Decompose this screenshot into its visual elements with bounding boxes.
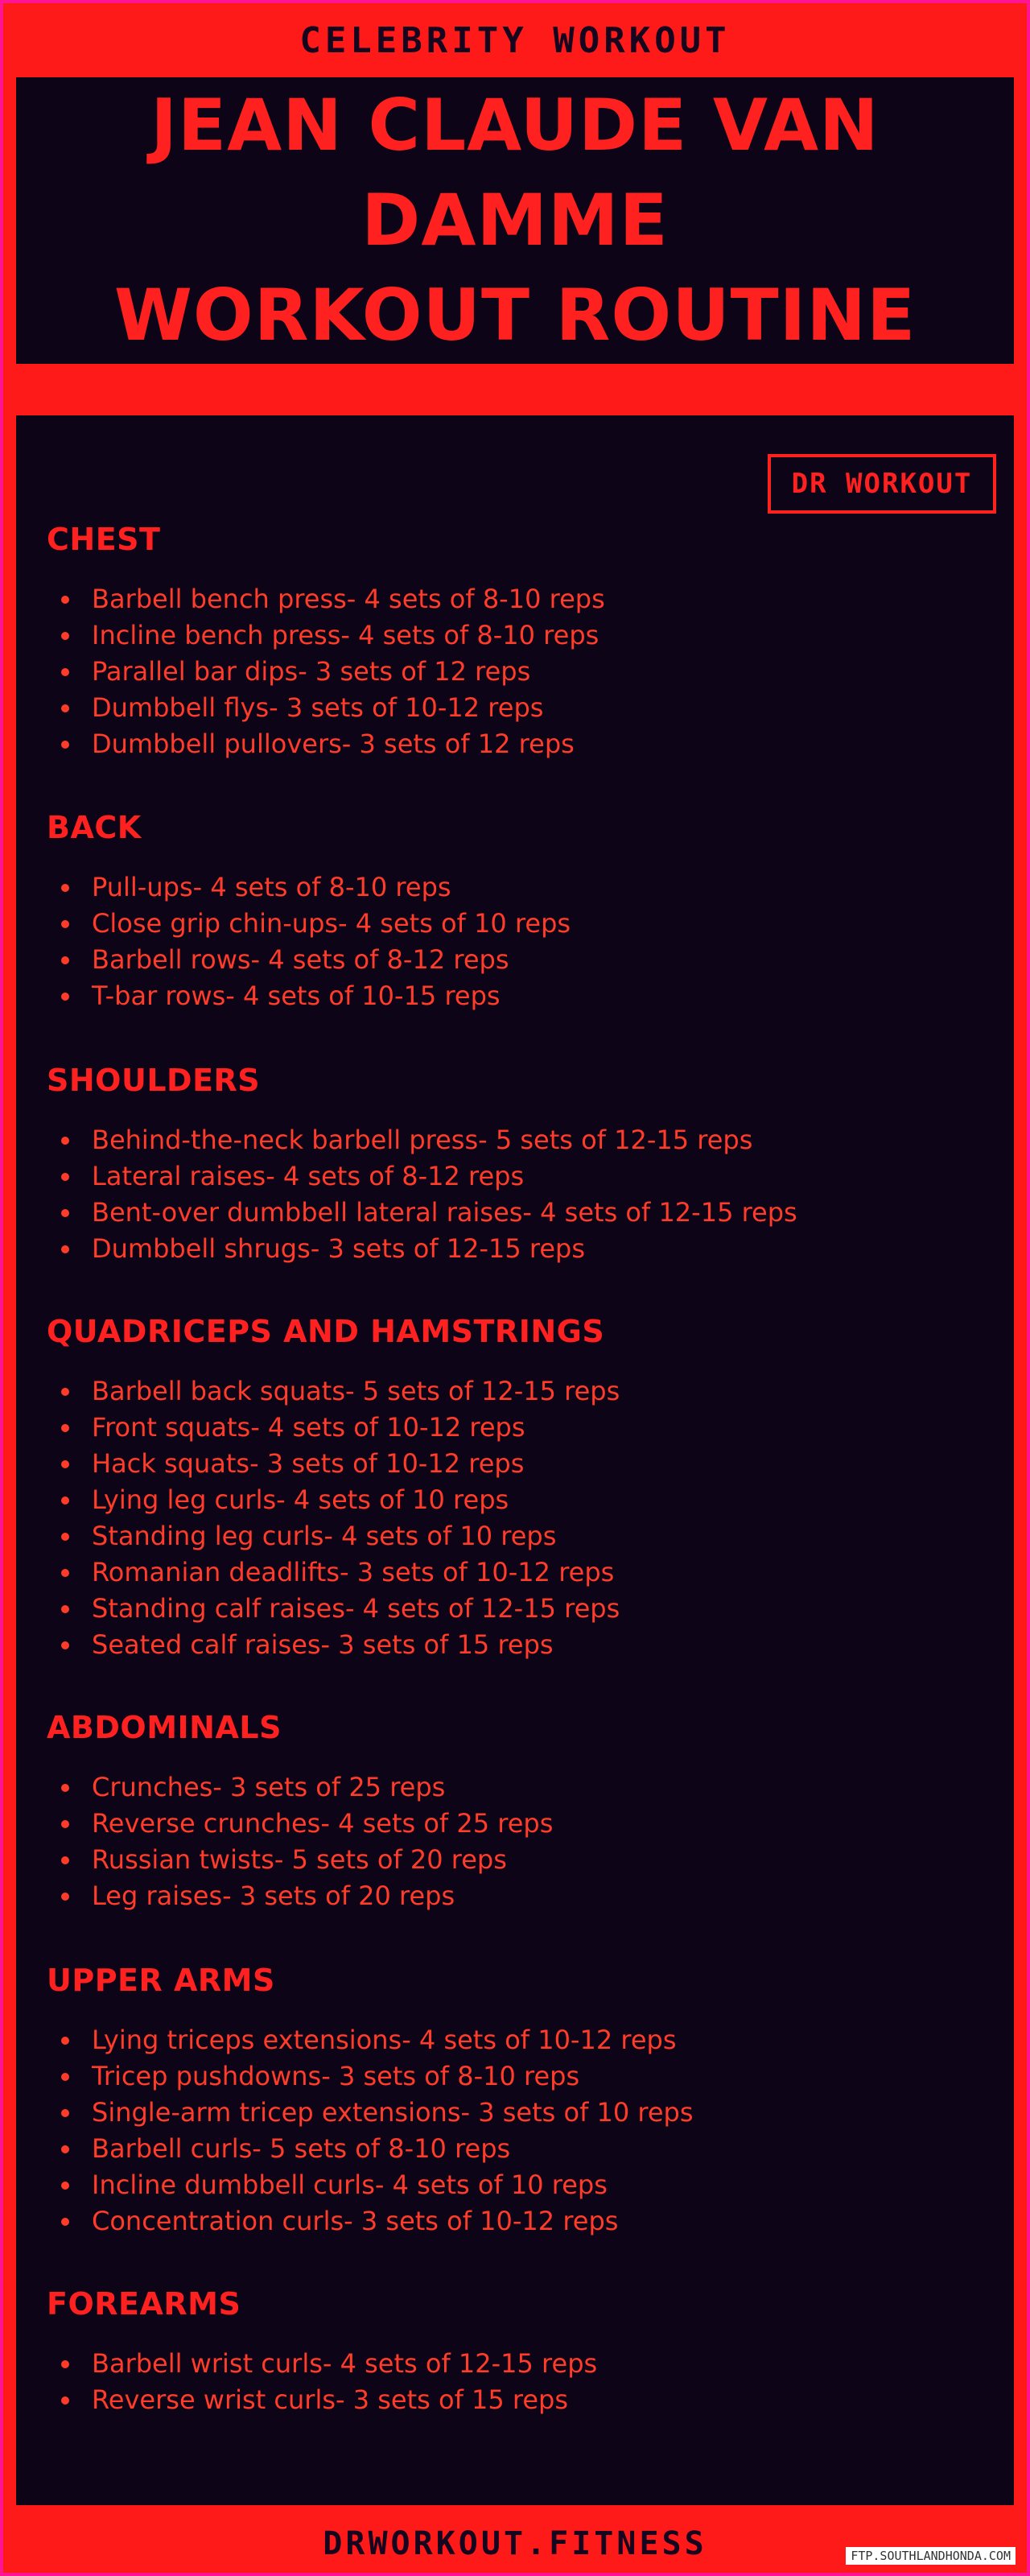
bottom-banner <box>6 2512 1024 2576</box>
list-item: Barbell rows- 4 sets of 8-12 reps <box>61 942 982 978</box>
section-heading: SHOULDERS <box>47 1063 261 1098</box>
list-item: Lying triceps extensions- 4 sets of 10-12 reps <box>61 2022 982 2058</box>
list-item: Barbell wrist curls- 4 sets of 12-15 reps <box>61 2346 982 2382</box>
top-banner <box>6 6 1024 74</box>
section-abdominals <box>47 1710 982 1914</box>
list-item: Front squats- 4 sets of 10-12 reps <box>61 1410 982 1446</box>
dr-workout-badge <box>768 454 996 514</box>
list-item: Romanian deadlifts- 3 sets of 10-12 reps <box>61 1554 982 1591</box>
list-item: Barbell back squats- 5 sets of 12-15 reps <box>61 1373 982 1410</box>
exercise-list <box>47 869 982 1014</box>
list-item: T-bar rows- 4 sets of 10-15 reps <box>61 978 982 1014</box>
list-item: Standing leg curls- 4 sets of 10 reps <box>61 1518 982 1554</box>
list-item: Reverse crunches- 4 sets of 25 reps <box>61 1806 982 1842</box>
section-heading: BACK <box>47 810 142 845</box>
badge-label: DR WORKOUT <box>791 468 973 500</box>
list-item: Behind-the-neck barbell press- 5 sets of 12-15 reps <box>61 1122 982 1158</box>
list-item: Bent-over dumbbell lateral raises- 4 sets of 12-15 reps <box>61 1195 982 1231</box>
list-item: Lying leg curls- 4 sets of 10 reps <box>61 1482 982 1518</box>
title-box <box>16 77 1014 364</box>
list-item: Barbell bench press- 4 sets of 8-10 reps <box>61 581 982 617</box>
list-item: Single-arm tricep extensions- 3 sets of 10 reps <box>61 2095 982 2131</box>
watermark: FTP.SOUTHLANDHONDA.COM <box>846 2547 1016 2565</box>
content-box <box>16 415 1014 2505</box>
page-title-line-2: WORKOUT ROUTINE <box>113 274 917 357</box>
list-item: Russian twists- 5 sets of 20 reps <box>61 1842 982 1878</box>
list-item: Incline dumbbell curls- 4 sets of 10 reps <box>61 2167 982 2203</box>
exercise-list <box>47 1769 982 1914</box>
banner-text: CELEBRITY WORKOUT <box>299 19 731 61</box>
exercise-list <box>47 581 982 762</box>
list-item: Leg raises- 3 sets of 20 reps <box>61 1878 982 1914</box>
exercise-list <box>47 2022 982 2240</box>
section-heading: QUADRICEPS AND HAMSTRINGS <box>47 1314 605 1349</box>
list-item: Close grip chin-ups- 4 sets of 10 reps <box>61 906 982 942</box>
list-item: Standing calf raises- 4 sets of 12-15 reps <box>61 1591 982 1627</box>
list-item: Concentration curls- 3 sets of 10-12 reps <box>61 2203 982 2240</box>
exercise-list <box>47 1122 982 1267</box>
list-item: Barbell curls- 5 sets of 8-10 reps <box>61 2131 982 2167</box>
footer-site-link[interactable]: DRWORKOUT.FITNESS <box>323 2525 707 2562</box>
section-upper-arms <box>47 1963 982 2240</box>
section-shoulders <box>47 1063 982 1267</box>
section-chest <box>47 522 982 762</box>
section-heading: UPPER ARMS <box>47 1963 275 1998</box>
section-forearms <box>47 2286 982 2418</box>
list-item: Dumbbell flys- 3 sets of 10-12 reps <box>61 690 982 726</box>
exercise-list <box>47 2346 982 2418</box>
list-item: Seated calf raises- 3 sets of 15 reps <box>61 1627 982 1663</box>
list-item: Reverse wrist curls- 3 sets of 15 reps <box>61 2382 982 2418</box>
list-item: Lateral raises- 4 sets of 8-12 reps <box>61 1158 982 1195</box>
section-back <box>47 810 982 1014</box>
section-heading: CHEST <box>47 522 161 557</box>
list-item: Pull-ups- 4 sets of 8-10 reps <box>61 869 982 906</box>
list-item: Parallel bar dips- 3 sets of 12 reps <box>61 654 982 690</box>
list-item: Tricep pushdowns- 3 sets of 8-10 reps <box>61 2058 982 2095</box>
section-heading: FOREARMS <box>47 2286 241 2322</box>
section-heading: ABDOMINALS <box>47 1710 282 1745</box>
list-item: Dumbbell pullovers- 3 sets of 12 reps <box>61 726 982 762</box>
page-title-line-1: JEAN CLAUDE VAN DAMME <box>150 84 880 262</box>
exercise-list <box>47 1373 982 1663</box>
section-quadriceps-and-hamstrings <box>47 1314 982 1663</box>
list-item: Incline bench press- 4 sets of 8-10 reps <box>61 617 982 654</box>
list-item: Dumbbell shrugs- 3 sets of 12-15 reps <box>61 1231 982 1267</box>
list-item: Crunches- 3 sets of 25 reps <box>61 1769 982 1806</box>
list-item: Hack squats- 3 sets of 10-12 reps <box>61 1446 982 1482</box>
